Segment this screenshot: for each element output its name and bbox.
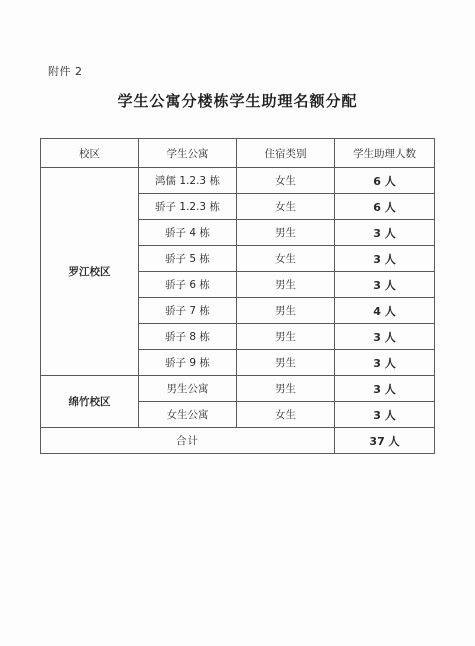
header-dorm: 学生公寓 bbox=[139, 139, 237, 168]
count-cell: 4 人 bbox=[335, 298, 435, 324]
header-category: 住宿类别 bbox=[237, 139, 335, 168]
count-cell: 3 人 bbox=[335, 246, 435, 272]
count-cell: 6 人 bbox=[335, 168, 435, 194]
document-title: 学生公寓分楼栋学生助理名额分配 bbox=[117, 92, 358, 110]
header-campus: 校区 bbox=[41, 139, 139, 168]
dorm-cell: 骄子 6 栋 bbox=[139, 272, 237, 298]
category-cell: 男生 bbox=[237, 298, 335, 324]
count-cell: 3 人 bbox=[335, 402, 435, 428]
category-cell: 女生 bbox=[237, 194, 335, 220]
count-cell: 3 人 bbox=[335, 324, 435, 350]
category-cell: 男生 bbox=[237, 220, 335, 246]
dorm-cell: 鸿儒 1.2.3 栋 bbox=[139, 168, 237, 194]
category-cell: 女生 bbox=[237, 246, 335, 272]
dorm-cell: 骄子 5 栋 bbox=[139, 246, 237, 272]
dorm-cell: 骄子 1.2.3 栋 bbox=[139, 194, 237, 220]
count-cell: 3 人 bbox=[335, 350, 435, 376]
total-label: 合计 bbox=[41, 428, 335, 454]
header-count: 学生助理人数 bbox=[335, 139, 435, 168]
table-row bbox=[41, 168, 435, 194]
campus-cell: 绵竹校区 bbox=[41, 376, 139, 428]
category-cell: 女生 bbox=[237, 168, 335, 194]
category-cell: 男生 bbox=[237, 376, 335, 402]
category-cell: 女生 bbox=[237, 402, 335, 428]
count-cell: 3 人 bbox=[335, 376, 435, 402]
allocation-table bbox=[40, 138, 435, 454]
dorm-cell: 骄子 4 栋 bbox=[139, 220, 237, 246]
count-cell: 3 人 bbox=[335, 272, 435, 298]
campus-cell: 罗江校区 bbox=[41, 168, 139, 376]
category-cell: 男生 bbox=[237, 324, 335, 350]
dorm-cell: 骄子 7 栋 bbox=[139, 298, 237, 324]
count-cell: 6 人 bbox=[335, 194, 435, 220]
table-header-row bbox=[41, 139, 435, 168]
table-row bbox=[41, 376, 435, 402]
dorm-cell: 男生公寓 bbox=[139, 376, 237, 402]
category-cell: 男生 bbox=[237, 350, 335, 376]
count-cell: 3 人 bbox=[335, 220, 435, 246]
attachment-label: 附件 2 bbox=[48, 65, 83, 78]
total-row bbox=[41, 428, 435, 454]
dorm-cell: 女生公寓 bbox=[139, 402, 237, 428]
category-cell: 男生 bbox=[237, 272, 335, 298]
dorm-cell: 骄子 8 栋 bbox=[139, 324, 237, 350]
total-value: 37 人 bbox=[335, 428, 435, 454]
dorm-cell: 骄子 9 栋 bbox=[139, 350, 237, 376]
